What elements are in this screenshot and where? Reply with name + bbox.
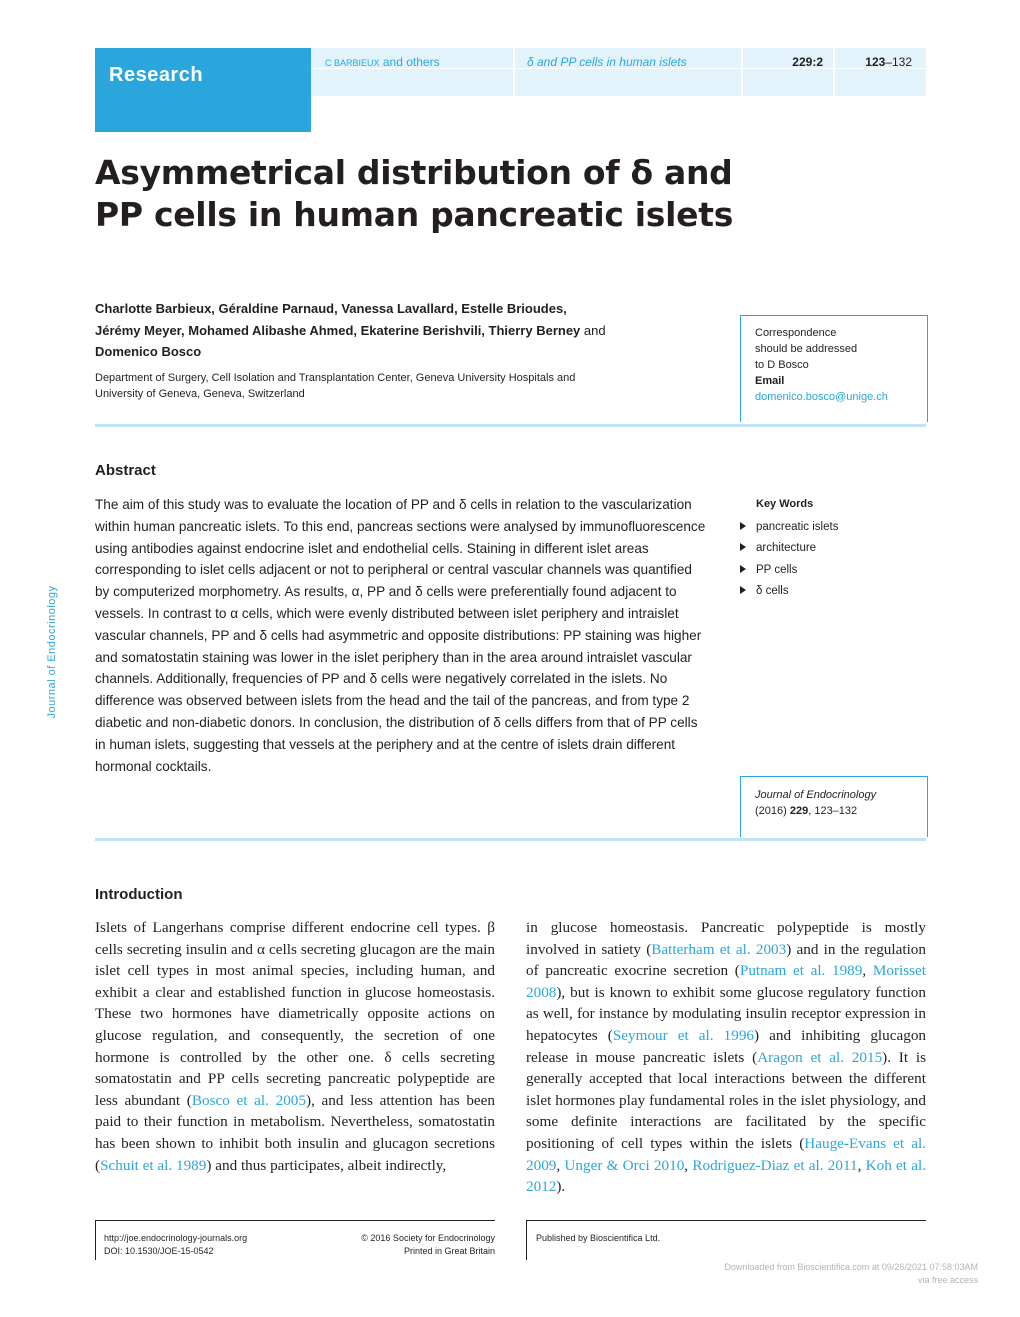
author-line-2: Jérémy Meyer, Mohamed Alibashe Ahmed, Ekaterine Berishvili, Thierry Berney — [95, 322, 581, 338]
footer-url[interactable]: http://joe.endocrinology-journals.org — [104, 1233, 248, 1243]
running-title-text: δ and PP cells in human islets — [527, 55, 687, 69]
divider — [95, 424, 926, 427]
running-volume — [741, 48, 835, 96]
pages-last: –132 — [885, 55, 912, 69]
intro-left-column: Islets of Langerhans comprise different endocrine cell types. β cells secreting insulin and α cells secreting glucagon are the main islet cell types in most animal species, including human, and exhibit a clear and established function in glucose homeostasis. These two hormones have diametrically opposite actions on glucose regulation, and consequently, the secretion of one hormone is controlled by the other one. δ cells secreting somatostatin and PP cells secreting pancreatic polypeptide are less abundant (Bosco et al. 2005), and less attention has been paid to their function in metabolism. Nevertheless, somatostatin has been shown to inhibit both insulin and glucagon secretions (Schuit et al. 1989) and thus participates, albeit indirectly, — [95, 919, 496, 1174]
running-author-rest: and others — [382, 55, 440, 69]
footer-doi: DOI: 10.1530/JOE-15-0542 — [104, 1246, 214, 1256]
abstract-text: The aim of this study was to evaluate the location of PP and δ cells in relation to the vascularization within human pancreatic islets. To this end, pancreas sections were analysed by immunofluorescence using antibodies against endocrine islet and endothelial cells. Staining in different islet areas corresponding to islet cells adjacent or not to peripheral or central vascular channels was quantified by computerized morphometry. As results, α, PP and δ cells were preferentially found adjacent to vessels. In contrast to α cells, which were evenly distributed between islet periphery and intraislet vascular channels, PP and δ cells had asymmetric and opposite distributions: PP staining was higher and somatostatin staining was lower in the islet periphery than in the area around intraislet vascular channels. Additionally, frequencies of PP and δ cells were negatively correlated in the islets. No difference was observed between islets from the head and the tail of the pancreas, and from type 2 diabetic and non-diabetic donors. In conclusion, the distribution of δ cells differs from that of PP cells in human islets, suggesting that vessels at the periphery and at the centre of islets drain different hormonal cocktails. — [95, 497, 706, 774]
affiliation — [95, 370, 655, 402]
affiliation-line-1: Department of Surgery, Cell Isolation and Transplantation Center, Geneva University Hospitals and — [95, 372, 576, 384]
citation-link[interactable]: Unger & Orci 2010 — [564, 1156, 685, 1174]
footer-publisher: Published by Bioscientifica Ltd. — [536, 1233, 661, 1243]
section-label: Research — [109, 64, 204, 86]
author-list — [95, 298, 715, 363]
citation-link[interactable]: Hauge-Evans et al. 2009 — [526, 1134, 926, 1174]
abstract-heading: Abstract — [95, 462, 156, 479]
affiliation-line-2: University of Geneva, Geneva, Switzerland — [95, 388, 305, 400]
keyword-item: architecture — [740, 542, 816, 554]
article-title: Asymmetrical distribution of δ and PP cells in human pancreatic islets — [95, 153, 734, 234]
author-line-2-and: and — [580, 322, 606, 338]
corr-line-1: Correspondence — [755, 327, 837, 339]
keyword-item: pancreatic islets — [740, 521, 838, 533]
citation-link[interactable]: Aragon et al. 2015 — [757, 1048, 883, 1066]
keywords-heading: Key Words — [756, 498, 814, 510]
citation-link[interactable]: Morisset 2008 — [526, 962, 926, 1001]
citation-link[interactable]: Seymour et al. 1996 — [612, 1026, 755, 1044]
running-author-caps: C BARBIEUX — [325, 58, 380, 68]
citation-link[interactable]: Batterham et al. 2003 — [651, 940, 787, 958]
bullet-triangle-icon — [740, 586, 746, 594]
author-line-3: Domenico Bosco — [95, 344, 202, 359]
intro-right-column: in glucose homeostasis. Pancreatic polypeptide is mostly involved in satiety (Batterham et al. 2003) and in the regulation of pancreatic exocrine secretion (Putnam et al. 1989, Morisset 2008), but is known to exhibit some glucose regulatory function as well, for instance by modulating insulin receptor expression in hepatocytes (Seymour et al. 1996) and inhibiting glucagon release in mouse pancreatic islets (Aragon et al. 2015). It is generally accepted that local interactions between the different islet hormones play fundamental roles in the islet physiology, and some definite interactions are facilitated by the specific positioning of cell types within the islets (Hauge-Evans et al. 2009, Unger & Orci 2010, Rodriguez-Diaz et al. 2011, Koh et al. 2012). — [526, 919, 927, 1196]
corr-line-3: to D Bosco — [755, 359, 809, 371]
citation-box — [740, 776, 928, 837]
author-line-1: Charlotte Barbieux, Géraldine Parnaud, Vanessa Lavallard, Estelle Brioudes, — [95, 301, 567, 316]
side-journal-label: Journal of Endocrinology — [46, 585, 58, 719]
section-badge — [95, 48, 311, 132]
introduction-heading: Introduction — [95, 886, 183, 903]
pages-first: 123 — [865, 55, 886, 69]
footer-rule — [95, 1220, 495, 1221]
corr-email-link[interactable]: domenico.bosco@unige.ch — [755, 391, 888, 403]
bullet-triangle-icon — [740, 565, 746, 573]
footer-divider — [95, 1220, 96, 1260]
citation-link[interactable]: Bosco et al. 2005 — [191, 1091, 306, 1109]
citation-journal: Journal of Endocrinology — [755, 789, 877, 801]
citation-year-volume: (2016) 229, 123–132 — [755, 805, 858, 817]
footer-divider — [526, 1220, 527, 1260]
footer-printed: Printed in Great Britain — [403, 1246, 495, 1256]
corr-line-2: should be addressed — [755, 343, 858, 355]
citation-link[interactable]: Schuit et al. 1989 — [100, 1156, 207, 1174]
running-title — [513, 48, 743, 96]
volume-number: 229 — [792, 55, 813, 69]
download-stamp: Downloaded from Bioscientifica.com at 09/26/2021 07:58:03AM — [724, 1262, 978, 1272]
citation-link[interactable]: Rodriguez-Diaz et al. 2011 — [692, 1156, 858, 1174]
correspondence-box — [740, 315, 928, 422]
running-header — [311, 48, 926, 96]
issue-number: :2 — [812, 55, 823, 69]
citation-link[interactable]: Putnam et al. 1989 — [739, 962, 863, 980]
divider — [95, 838, 926, 841]
keyword-item: δ cells — [740, 585, 789, 597]
bullet-triangle-icon — [740, 543, 746, 551]
running-authors — [311, 48, 515, 96]
running-pages — [833, 48, 926, 96]
footer-copyright: © 2016 Society for Endocrinology — [361, 1233, 495, 1243]
bullet-triangle-icon — [740, 522, 746, 530]
citation-link[interactable]: Koh et al. 2012 — [526, 1156, 927, 1196]
download-stamp-access: via free access — [917, 1275, 978, 1285]
corr-email-label: Email — [755, 375, 785, 387]
footer-rule — [526, 1220, 926, 1221]
keyword-item: PP cells — [740, 564, 797, 576]
